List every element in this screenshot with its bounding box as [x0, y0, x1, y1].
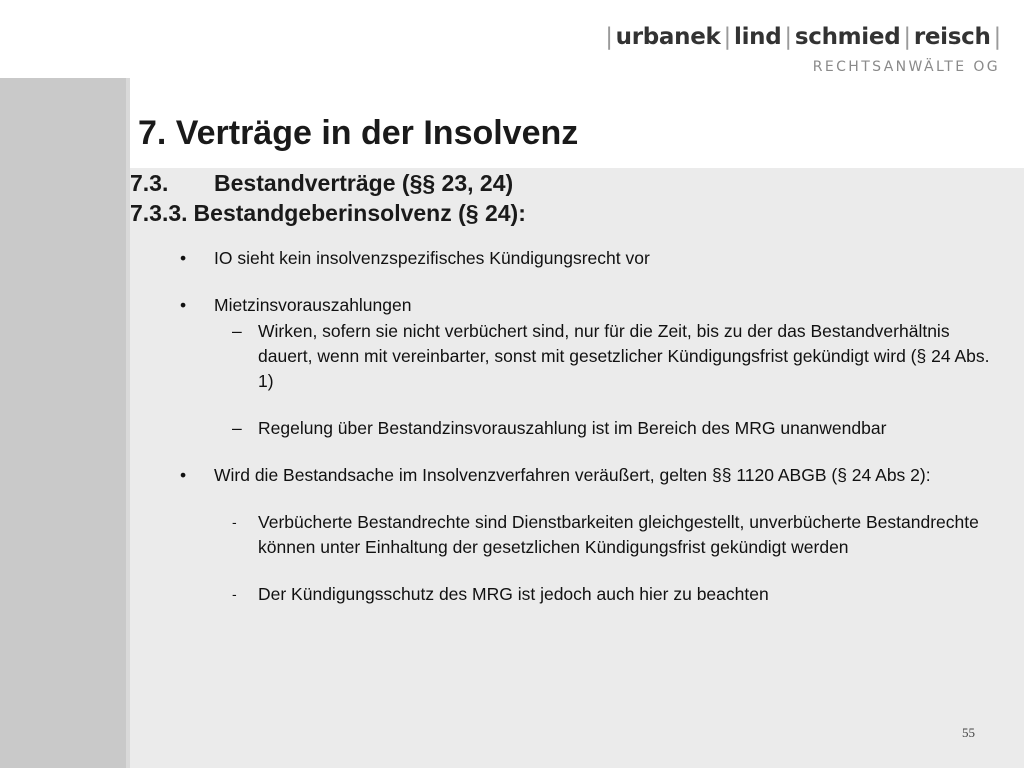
- bullet-marker: •: [180, 248, 187, 268]
- logo-subtitle: RECHTSANWÄLTE OG: [812, 59, 1000, 75]
- subsection-title: Bestandgeberinsolvenz (§ 24):: [193, 200, 526, 226]
- dash-marker: –: [232, 321, 242, 341]
- list-item-text: Verbücherte Bestandrechte sind Dienstbarkeiten gleichgestellt, unverbücherte Bestandrechte können unter Einhaltung der gesetzlichen Kündigungsfrist gekündigt werden: [258, 512, 979, 557]
- logo-separator: |: [784, 24, 792, 50]
- list-item-text: IO sieht kein insolvenzspezifisches Kündigungsrecht vor: [214, 248, 650, 268]
- list-item: [180, 582, 990, 607]
- dash-marker: -: [232, 514, 237, 530]
- list-item-text: Wird die Bestandsache im Insolvenzverfahren veräußert, gelten §§ 1120 ABGB (§ 24 Abs 2):: [214, 465, 931, 485]
- logo-separator: |: [903, 24, 911, 50]
- list-item: [180, 293, 990, 318]
- logo-separator: |: [993, 24, 1001, 50]
- logo-firm-1: urbanek: [615, 24, 721, 50]
- list-item: [180, 416, 990, 441]
- section-number: 7.3.: [130, 170, 169, 196]
- list-item: [180, 246, 990, 271]
- list-item: [180, 510, 990, 560]
- page-number: 55: [962, 725, 975, 740]
- list-item-text: Wirken, sofern sie nicht verbüchert sind, nur für die Zeit, bis zu der das Bestandverhältnis dauert, wenn mit vereinbarter, sonst mit gesetzlicher Kündigungsfrist gekündigt wird (§ 24 Abs. 1): [258, 321, 990, 391]
- list-item: [180, 319, 990, 394]
- logo-firm-2: lind: [733, 24, 782, 50]
- list-item-text: Der Kündigungsschutz des MRG ist jedoch auch hier zu beachten: [258, 584, 769, 604]
- section-title: Bestandverträge (§§ 23, 24): [214, 170, 514, 196]
- slide-title: 7. Verträge in der Insolvenz: [138, 114, 579, 152]
- logo-firm-3: schmied: [794, 24, 901, 50]
- logo-separator: |: [605, 24, 613, 50]
- section-heading: [130, 170, 513, 197]
- firm-logo: [602, 24, 1004, 75]
- list-item-text: Regelung über Bestandzinsvorauszahlung ist im Bereich des MRG unanwendbar: [258, 418, 887, 438]
- list-item-text: Mietzinsvorauszahlungen: [214, 295, 412, 315]
- bullet-marker: •: [180, 465, 187, 485]
- bullet-list: [180, 246, 990, 607]
- dash-marker: –: [232, 418, 242, 438]
- subsection-number: 7.3.3.: [130, 200, 188, 226]
- sidebar-decoration: [0, 78, 126, 768]
- logo-firm-4: reisch: [913, 24, 991, 50]
- subsection-heading: [130, 200, 526, 227]
- logo-separator: |: [723, 24, 731, 50]
- logo-firm-names: [602, 24, 1004, 50]
- dash-marker: -: [232, 586, 237, 602]
- list-item: [180, 463, 990, 488]
- bullet-marker: •: [180, 295, 187, 315]
